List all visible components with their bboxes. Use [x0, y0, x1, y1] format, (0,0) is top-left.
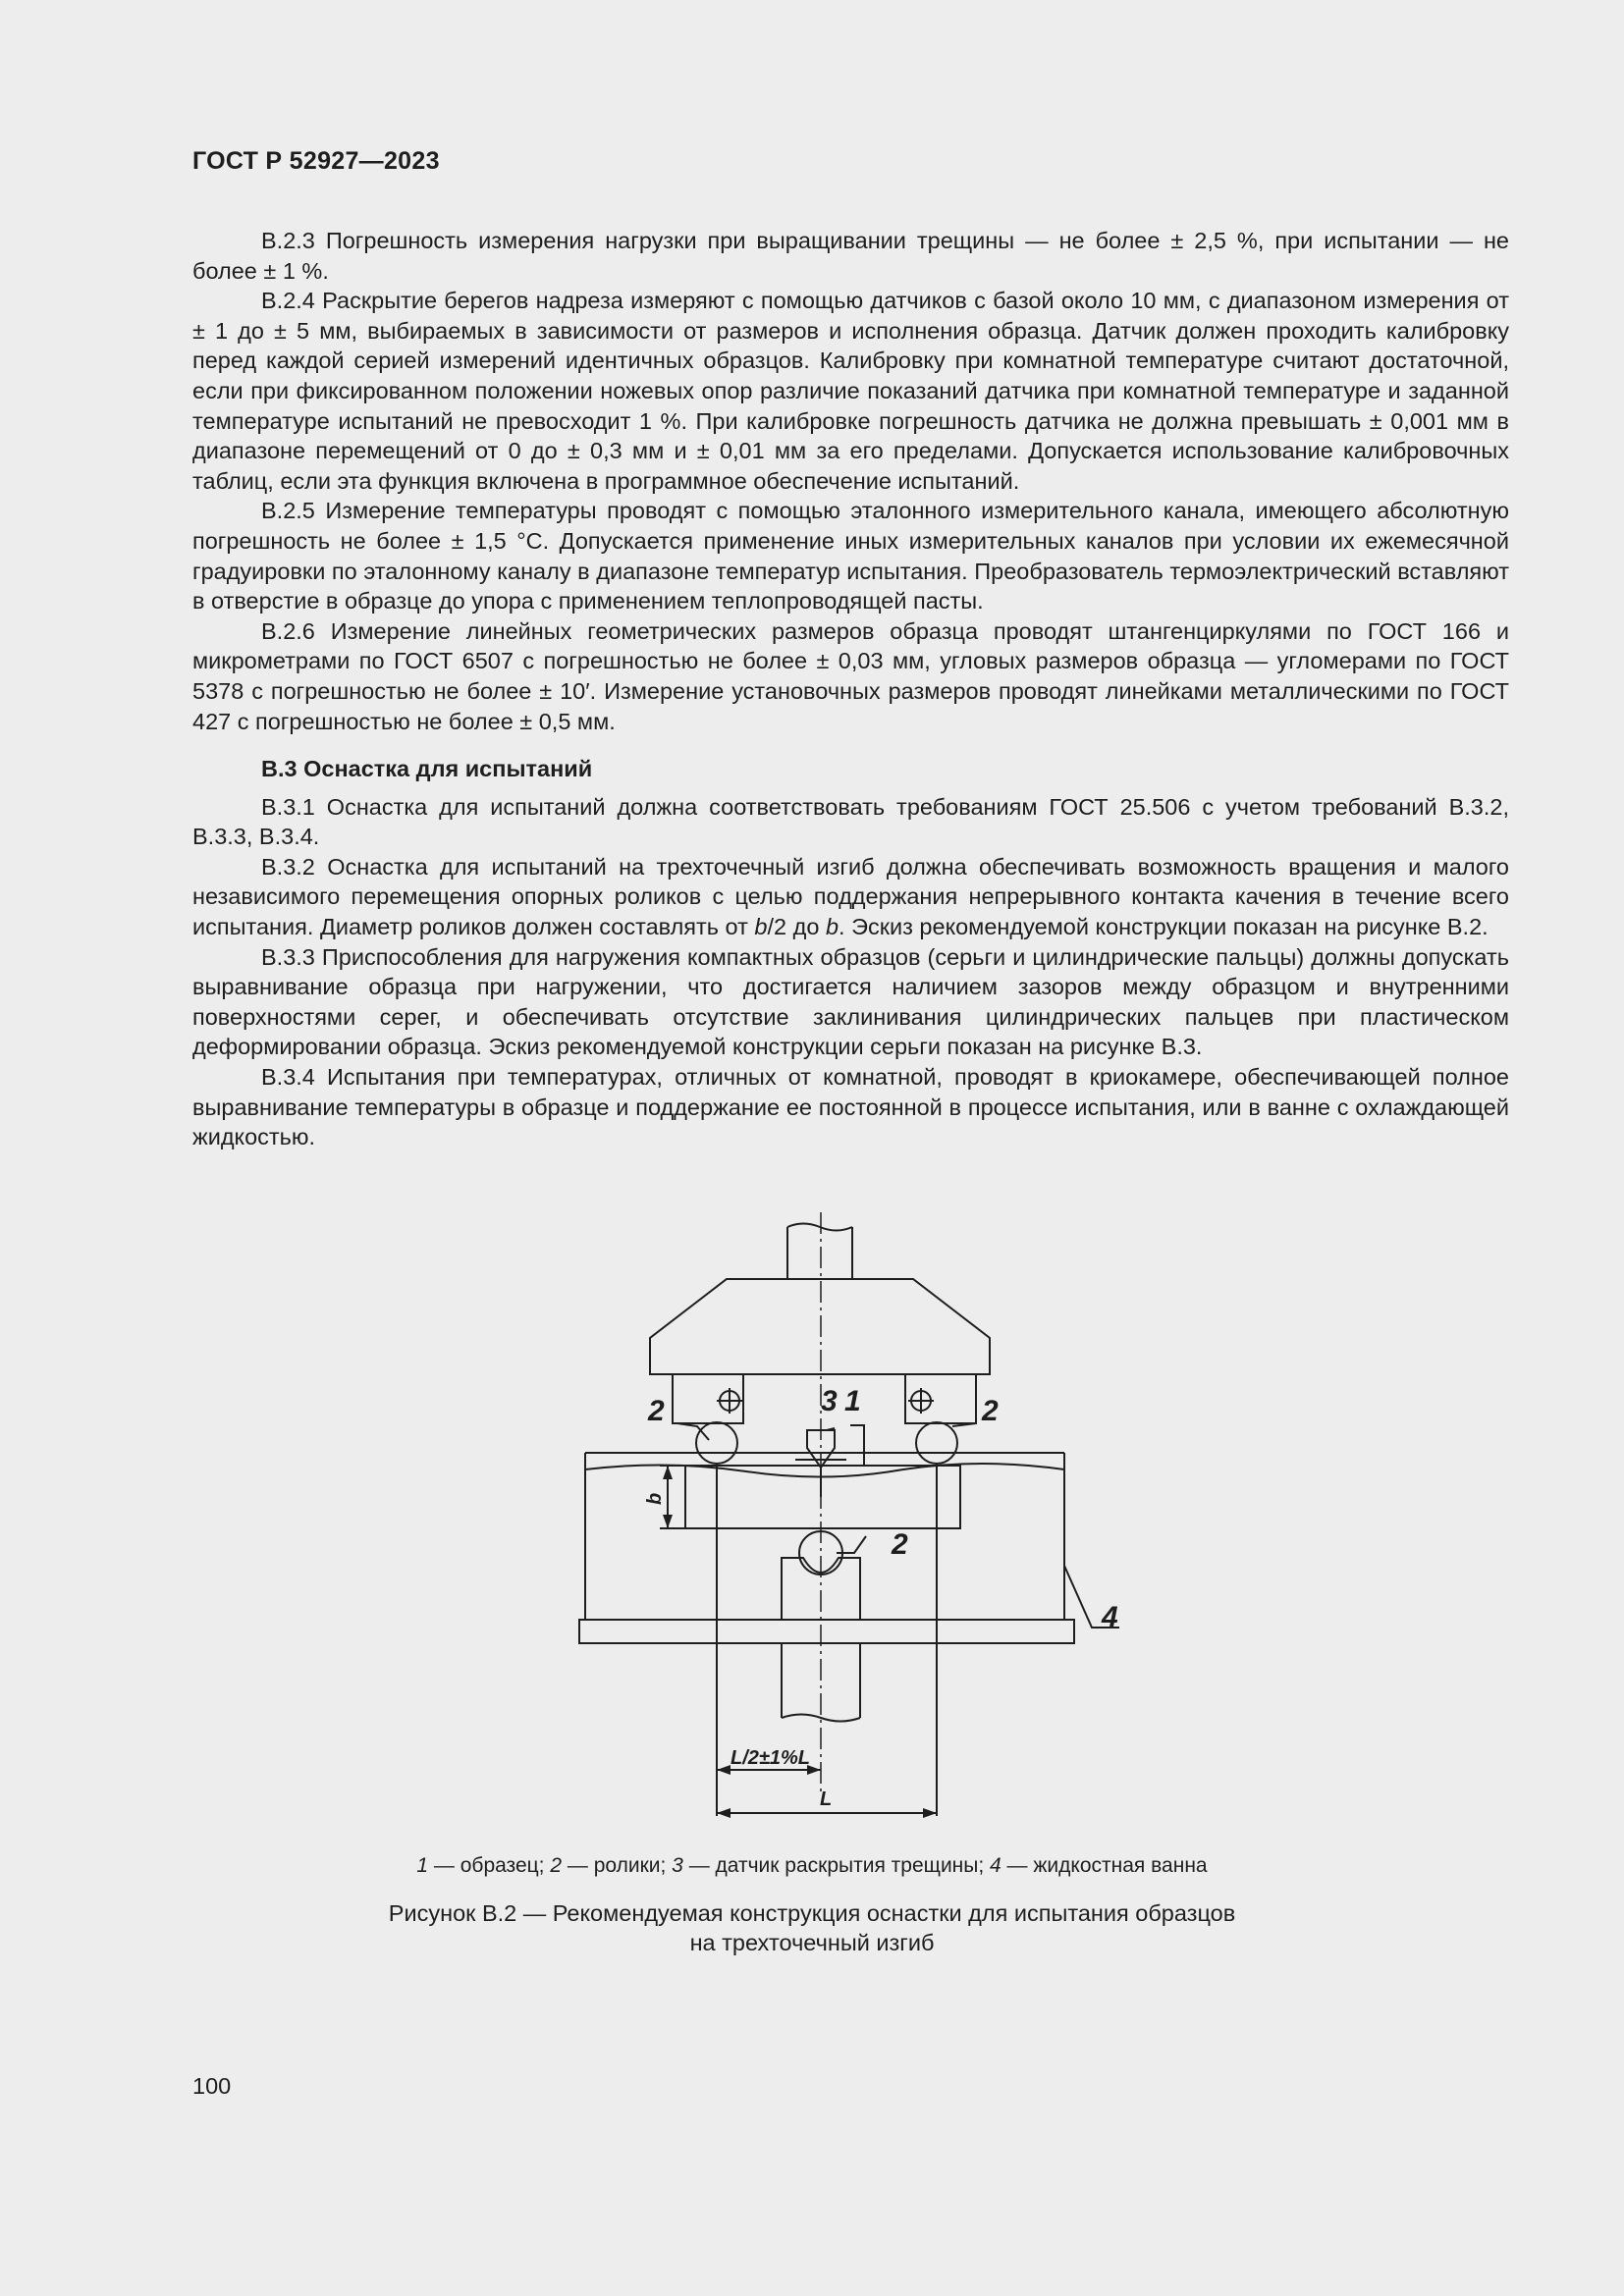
paragraph-b26: В.2.6 Измерение линейных геометрических размеров образца проводят штангенциркулями по ГОСТ 166 и микрометрами по ГОСТ 6507 с погрешностью не более ± 0,03 мм, угловых размеров образца — угломерами по ГОСТ 5378 с погрешностью не более ± 10′. Измерение установочных размеров проводят линейками металлическими по ГОСТ 427 с погрешностью не более ± 0,5 мм. — [192, 617, 1509, 734]
b32-var-b2: b — [825, 914, 839, 940]
arrow-b-bottom — [663, 1515, 673, 1528]
upper-roller-right — [916, 1422, 957, 1464]
legend-num-3: 3 — [672, 1854, 683, 1877]
label-2-bottom: 2 — [892, 1528, 908, 1561]
paragraph-b34: В.3.4 Испытания при температурах, отличных от комнатной, проводят в криокамере, обеспечивающей полное выравнивание температуры в образце и поддержание ее постоянной в процессе испытания, или в ванне с охлаждающей жидкостью. — [192, 1064, 1509, 1150]
label-3: 3 — [821, 1385, 838, 1417]
legend-text-3: — датчик раскрытия трещины; — [682, 1854, 991, 1877]
figure-b2-drawing — [550, 1202, 1119, 1831]
paragraph-b32 — [192, 852, 1509, 942]
legend-text-4: — жидкостная ванна — [1001, 1854, 1208, 1877]
label-dimension-half: L/2±1%L — [731, 1747, 810, 1769]
arrow-L-left — [717, 1808, 731, 1818]
paragraph-b31: В.3.1 Оснастка для испытаний должна соответствовать требованиям ГОСТ 25.506 с учетом требований В.3.2, В.3.3, В.3.4. — [192, 793, 1509, 850]
label-1: 1 — [844, 1385, 861, 1417]
label-dimension-L: L — [820, 1789, 833, 1810]
caption-line-1: Рисунок В.2 — Рекомендуемая конструкция оснастки для испытания образцов — [388, 1900, 1236, 1926]
leader-1 — [850, 1425, 864, 1466]
caption-line-2: на трехточечный изгиб — [689, 1930, 935, 1955]
label-dimension-b: b — [644, 1492, 666, 1505]
label-2-right: 2 — [982, 1395, 999, 1427]
page-number: 100 — [192, 2073, 232, 2099]
paragraph-b24: В.2.4 Раскрытие берегов надреза измеряют с помощью датчиков с базой около 10 мм, с диапазоном измерения от ± 1 до ± 5 мм, выбираемых в зависимости от размеров и исполнения образца. Датчик должен проходить калибровку перед каждой серией измерений идентичных образцов. Калибровку при комнатной температуре считают достаточной, если при фиксированном положении ножевых опор различие показаний датчика при комнатной температуре и заданной температуре испытаний не превосходит 1 %. При калибровке погрешность датчика не должна превышать ± 0,001 мм в диапазоне перемещений от 0 до ± 0,3 мм и ± 0,01 мм за его пределами. Допускается использование калибровочных таблиц, если эта функция включена в программное обеспечение испытаний. — [192, 288, 1509, 494]
technical-drawing — [550, 1202, 1119, 1831]
roller-holder-right — [905, 1374, 976, 1423]
b32-text-c: /2 до — [767, 914, 826, 940]
arrow-b-top — [663, 1466, 673, 1479]
label-2-left: 2 — [648, 1395, 665, 1427]
arrow-L-right — [923, 1808, 937, 1818]
upper-roller-left — [696, 1422, 737, 1464]
label-4: 4 — [1102, 1601, 1118, 1633]
rod-break-top — [787, 1224, 852, 1231]
figure-caption — [0, 1898, 1624, 1957]
roller-holder-left — [673, 1374, 743, 1423]
legend-num-4: 4 — [990, 1854, 1001, 1877]
figure-legend — [0, 1854, 1624, 1878]
specimen — [685, 1466, 960, 1528]
legend-num-2: 2 — [550, 1854, 563, 1877]
b32-text-e: . Эскиз рекомендуемой конструкции показан на рисунке В.2. — [839, 914, 1489, 940]
legend-text-1: — образец; — [428, 1854, 551, 1877]
paragraph-b25: В.2.5 Измерение температуры проводят с помощью эталонного измерительного канала, имеющего абсолютную погрешность не более ± 1,5 °С. Допускается применение иных измерительных каналов при условии их ежемесячной градуировки по эталонному каналу в диапазоне температур испытания. Преобразователь термоэлектрический вставляют в отверстие в образце до упора с применением теплопроводящей пасты. — [192, 498, 1509, 614]
body-text — [192, 226, 1509, 1152]
paragraph-b33: В.3.3 Приспособления для нагружения компактных образцов (серьги и цилиндрические пальцы) должны допускать выравнивание образца при нагружении, что достигается наличием зазоров между образцом и внутренними поверхностями серег, и обеспечивать отсутствие заклинивания цилиндрических пальцев при пластическом деформировании образца. Эскиз рекомендуемой конструкции серьги показан на рисунке В.3. — [192, 943, 1509, 1060]
document-header: ГОСТ Р 52927—2023 — [192, 147, 440, 175]
bath-base-plate — [579, 1620, 1074, 1643]
upper-loading-head — [650, 1279, 990, 1374]
paragraph-b23: В.2.3 Погрешность измерения нагрузки при выращивании трещины — не более ± 2,5 %, при испытании — не более ± 1 %. — [192, 228, 1509, 284]
b32-var-b: b — [754, 914, 768, 940]
legend-num-1: 1 — [416, 1854, 429, 1877]
section-heading-b3: В.3 Оснастка для испытаний — [261, 756, 593, 782]
b32-text-a: В.3.2 Оснастка для испытаний на трехточечный изгиб должна обеспечивать возможность вращения и малого независимого перемещения опорных роликов с целью поддержания непрерывного контакта качения в течение всего испытания. Диаметр роликов должен составлять от — [192, 853, 1509, 940]
arrow-half-left — [717, 1765, 731, 1775]
legend-text-2: — ролики; — [562, 1854, 673, 1877]
